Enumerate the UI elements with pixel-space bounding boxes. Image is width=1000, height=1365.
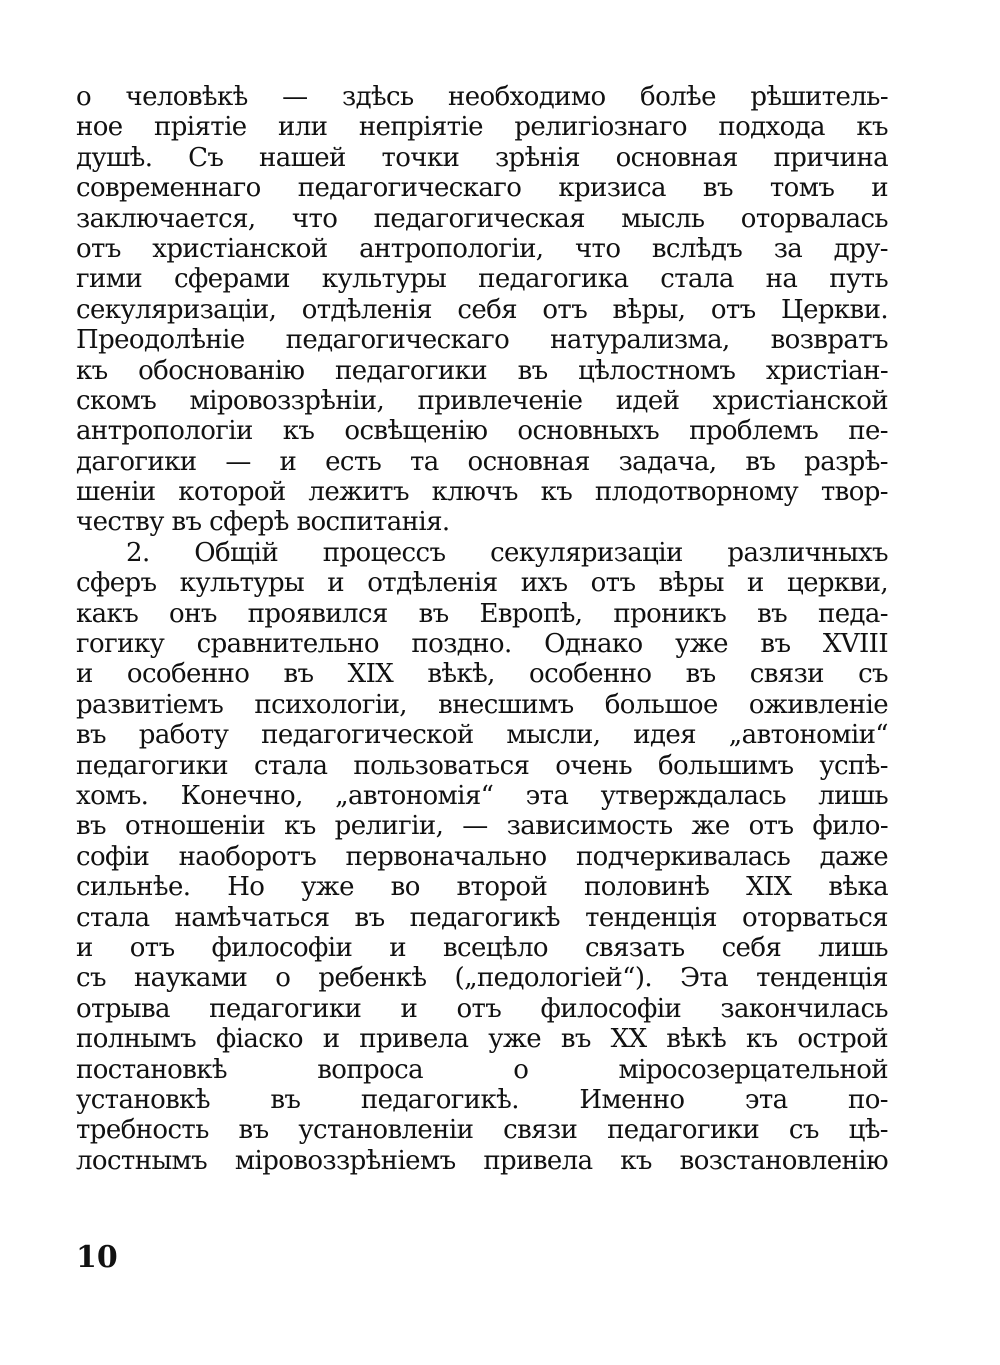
text-line: сильнѣе. Но уже во второй половинѣ XIX вѣка: [76, 872, 888, 903]
text-line: въ отношеніи къ религіи, — зависимость же отъ фило-: [76, 811, 888, 842]
text-line: сферъ культуры и отдѣленія ихъ отъ вѣры и церкви,: [76, 568, 888, 599]
text-line: честву въ сферѣ воспитанія.: [76, 507, 450, 538]
text-line: Преодолѣніе педагогическаго натурализма, возвратъ: [76, 325, 888, 356]
text-line: постановкѣ вопроса о міросозерцательной: [76, 1054, 888, 1085]
text-line: установкѣ въ педагогикѣ. Именно эта по-: [76, 1084, 888, 1115]
text-line: ное пріятіе или непріятіе религіознаго подхода къ: [76, 112, 888, 143]
text-line: отъ христіанской антропологіи, что вслѣдъ за дру-: [76, 233, 888, 264]
page-number: 10: [76, 1240, 118, 1275]
text-line: съ науками о ребенкѣ („педологіей“). Эта тенденція: [76, 963, 888, 994]
text-line: требность въ установленіи связи педагогики съ цѣ-: [76, 1115, 888, 1146]
text-line: педагогики стала пользоваться очень большимъ успѣ-: [76, 750, 888, 781]
text-line: душѣ. Съ нашей точки зрѣнія основная причина: [76, 142, 888, 173]
text-line: развитіемъ психологіи, внесшимъ большое оживленіе: [76, 689, 888, 720]
text-line: секуляризаціи, отдѣленія себя отъ вѣры, отъ Церкви.: [76, 294, 888, 325]
text-line: антропологіи къ освѣщенію основныхъ проблемъ пе-: [76, 416, 888, 447]
text-line: лостнымъ міровоззрѣніемъ привела къ возстановленію: [76, 1145, 888, 1176]
text-line: какъ онъ проявился въ Европѣ, проникъ въ педа-: [76, 598, 888, 629]
text-line: скомъ міровоззрѣніи, привлеченіе идей христіанской: [76, 385, 888, 416]
text-line: и отъ философіи и всецѣло связать себя лишь: [76, 932, 888, 963]
text-line: софіи наоборотъ первоначально подчеркивалась даже: [76, 841, 888, 872]
text-line: шеніи которой лежитъ ключъ къ плодотворному твор-: [76, 477, 888, 508]
text-line: къ обоснованію педагогики въ цѣлостномъ христіан-: [76, 355, 888, 386]
text-line: стала намѣчаться въ педагогикѣ тенденція оторваться: [76, 902, 888, 933]
paragraph-1: [76, 82, 888, 538]
paragraph-2: [76, 538, 888, 1176]
text-line: въ работу педагогической мысли, идея „автономіи“: [76, 720, 888, 751]
text-line: отрыва педагогики и отъ философіи закончилась: [76, 993, 888, 1024]
page-text-block: [76, 82, 888, 1176]
text-line: гогику сравнительно поздно. Однако уже въ XVIII: [76, 629, 888, 660]
text-line: заключается, что педагогическая мысль оторвалась: [76, 203, 888, 234]
text-line: дагогики — и есть та основная задача, въ разрѣ-: [76, 446, 888, 477]
text-line: и особенно въ XIX вѣкѣ, особенно въ связи съ: [76, 659, 888, 690]
text-line: современнаго педагогическаго кризиса въ томъ и: [76, 173, 888, 204]
text-line: полнымъ фіаско и привела уже въ XX вѣкѣ къ острой: [76, 1024, 888, 1055]
text-line: о человѣкѣ — здѣсь необходимо болѣе рѣшитель-: [76, 82, 888, 112]
text-line: гими сферами культуры педагогика стала на путь: [76, 264, 888, 295]
text-line: 2. Общій процессъ секуляризаціи различныхъ: [126, 537, 888, 568]
text-line: хомъ. Конечно, „автономія“ эта утверждалась лишь: [76, 780, 888, 811]
